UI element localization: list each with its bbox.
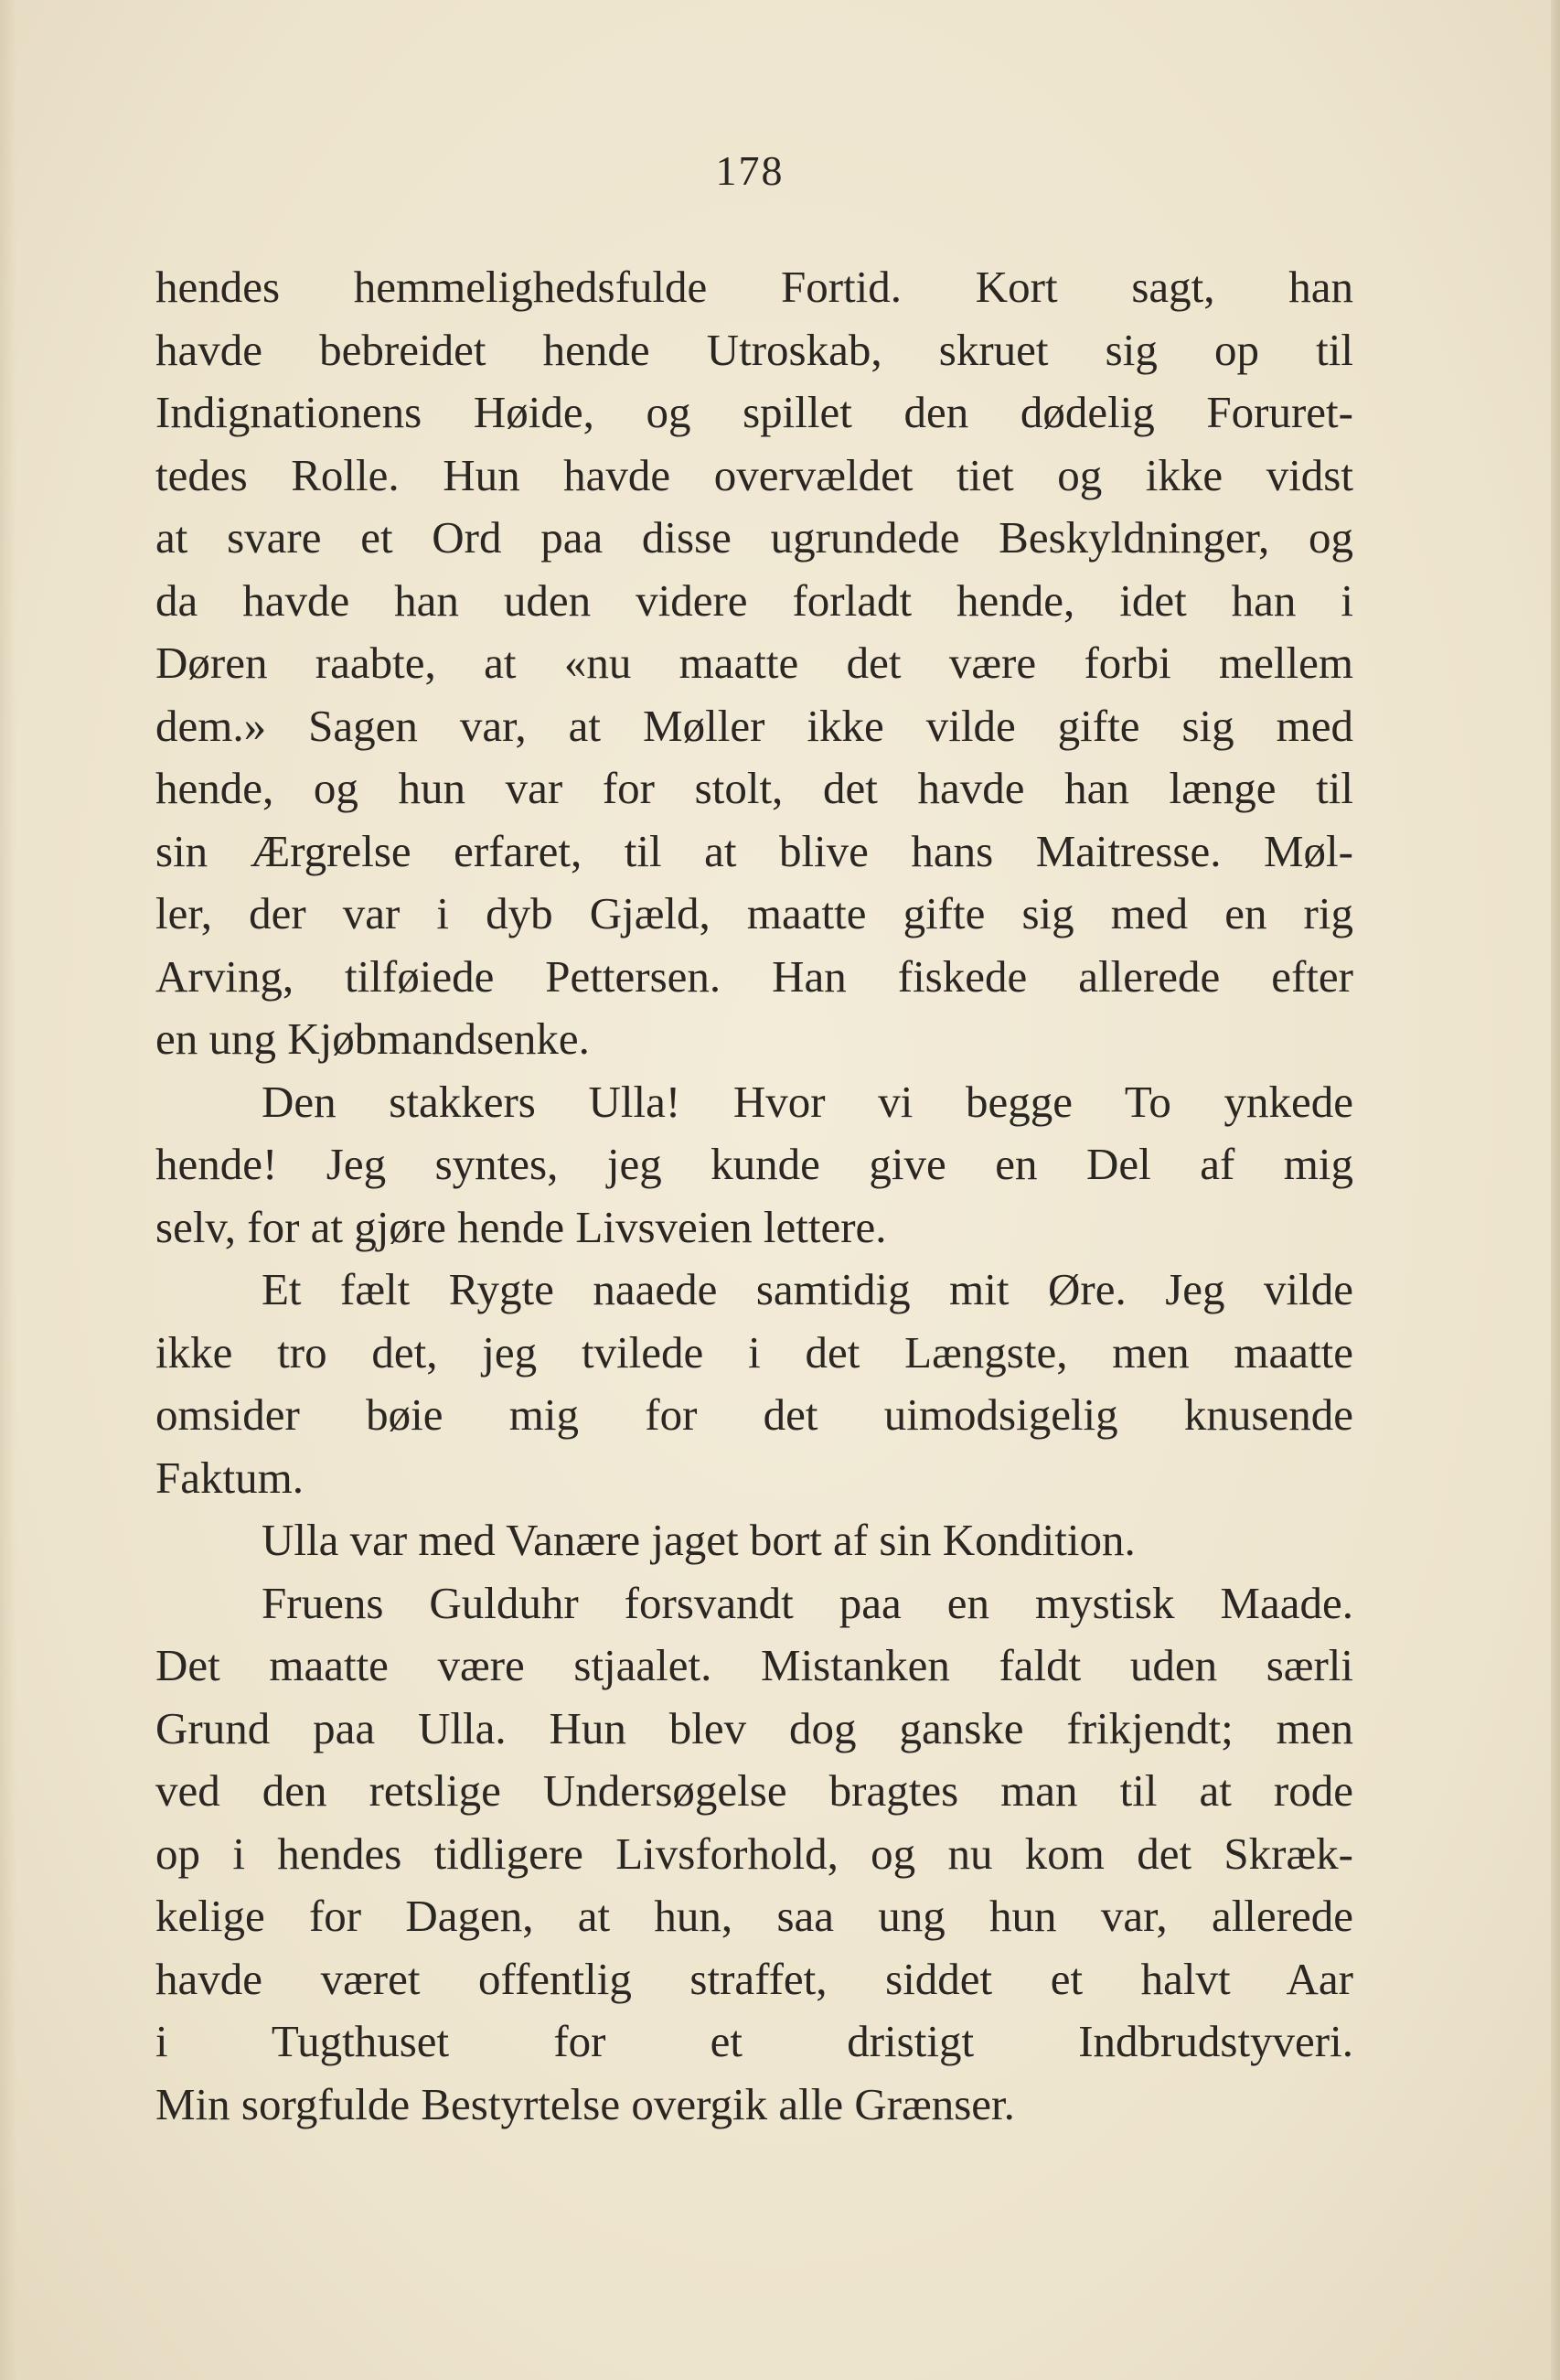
text-line: Den stakkers Ulla! Hvor vi begge To ynkede [262, 1076, 1353, 1127]
text-line: Faktum. [155, 1452, 304, 1503]
text-line: ikke tro det, jeg tvilede i det Længste, men maatte [155, 1326, 1353, 1378]
text-line: Døren raabte, at «nu maatte det være forbi mellem [155, 638, 1353, 688]
text-line: ved den retslige Undersøgelse bragtes man til at rode [155, 1765, 1353, 1816]
text-line: da havde han uden videre forladt hende, idet han i [155, 574, 1353, 626]
text-line: sin Ærgrelse erfaret, til at blive hans Maitresse. Møl- [155, 825, 1353, 876]
text-line: Grund paa Ulla. Hun blev dog ganske frikjendt; men [155, 1702, 1353, 1753]
text-line: Arving, tilføiede Pettersen. Han fiskede allerede efter [155, 950, 1353, 1002]
text-line: selv, for at gjøre hende Livsveien lettere. [155, 1201, 887, 1252]
text-line: at svare et Ord paa disse ugrundede Beskyldninger, og [155, 512, 1353, 563]
text-line: hende! Jeg syntes, jeg kunde give en Del af mig [155, 1139, 1353, 1189]
text-line: havde bebreidet hende Utroskab, skruet sig op til [155, 324, 1353, 375]
text-line: Fruens Gulduhr forsvandt paa en mystisk Maade. [262, 1577, 1353, 1628]
text-line: en ung Kjøbmandsenke. [155, 1013, 590, 1064]
page-edge [1551, 0, 1560, 2380]
text-line: Indignationens Høide, og spillet den dødelig Foruret- [155, 387, 1353, 437]
text-line: ler, der var i dyb Gjæld, maatte gifte sig med en rig [155, 888, 1353, 938]
text-line: Det maatte være stjaalet. Mistanken faldt uden særli [155, 1640, 1353, 1690]
text-line: i Tugthuset for et dristigt Indbrudstyveri. [155, 2016, 1353, 2066]
text-line: Et fælt Rygte naaede samtidig mit Øre. Jeg vilde [262, 1264, 1353, 1314]
text-line: tedes Rolle. Hun havde overvældet tiet og ikke vidst [155, 449, 1353, 500]
text-line: hende, og hun var for stolt, det havde han længe til [155, 763, 1353, 813]
text-line: kelige for Dagen, at hun, saa ung hun var, allerede [155, 1891, 1353, 1941]
body-text [155, 256, 1353, 2136]
text-line: op i hendes tidligere Livsforhold, og nu kom det Skræk- [155, 1828, 1353, 1879]
page-gutter-shadow [0, 0, 16, 2380]
text-line: dem.» Sagen var, at Møller ikke vilde gifte sig med [155, 700, 1353, 751]
text-line: omsider bøie mig for det uimodsigelig knusende [155, 1389, 1353, 1440]
text-line: Ulla var med Vanære jaget bort af sin Kondition. [262, 1515, 1136, 1565]
text-line: hendes hemmelighedsfulde Fortid. Kort sagt, han [155, 262, 1353, 312]
page-number: 178 [715, 147, 785, 194]
text-line: havde været offentlig straffet, siddet et halvt Aar [155, 1953, 1353, 2004]
text-line: Min sorgfulde Bestyrtelse overgik alle Grænser. [155, 2078, 1015, 2129]
